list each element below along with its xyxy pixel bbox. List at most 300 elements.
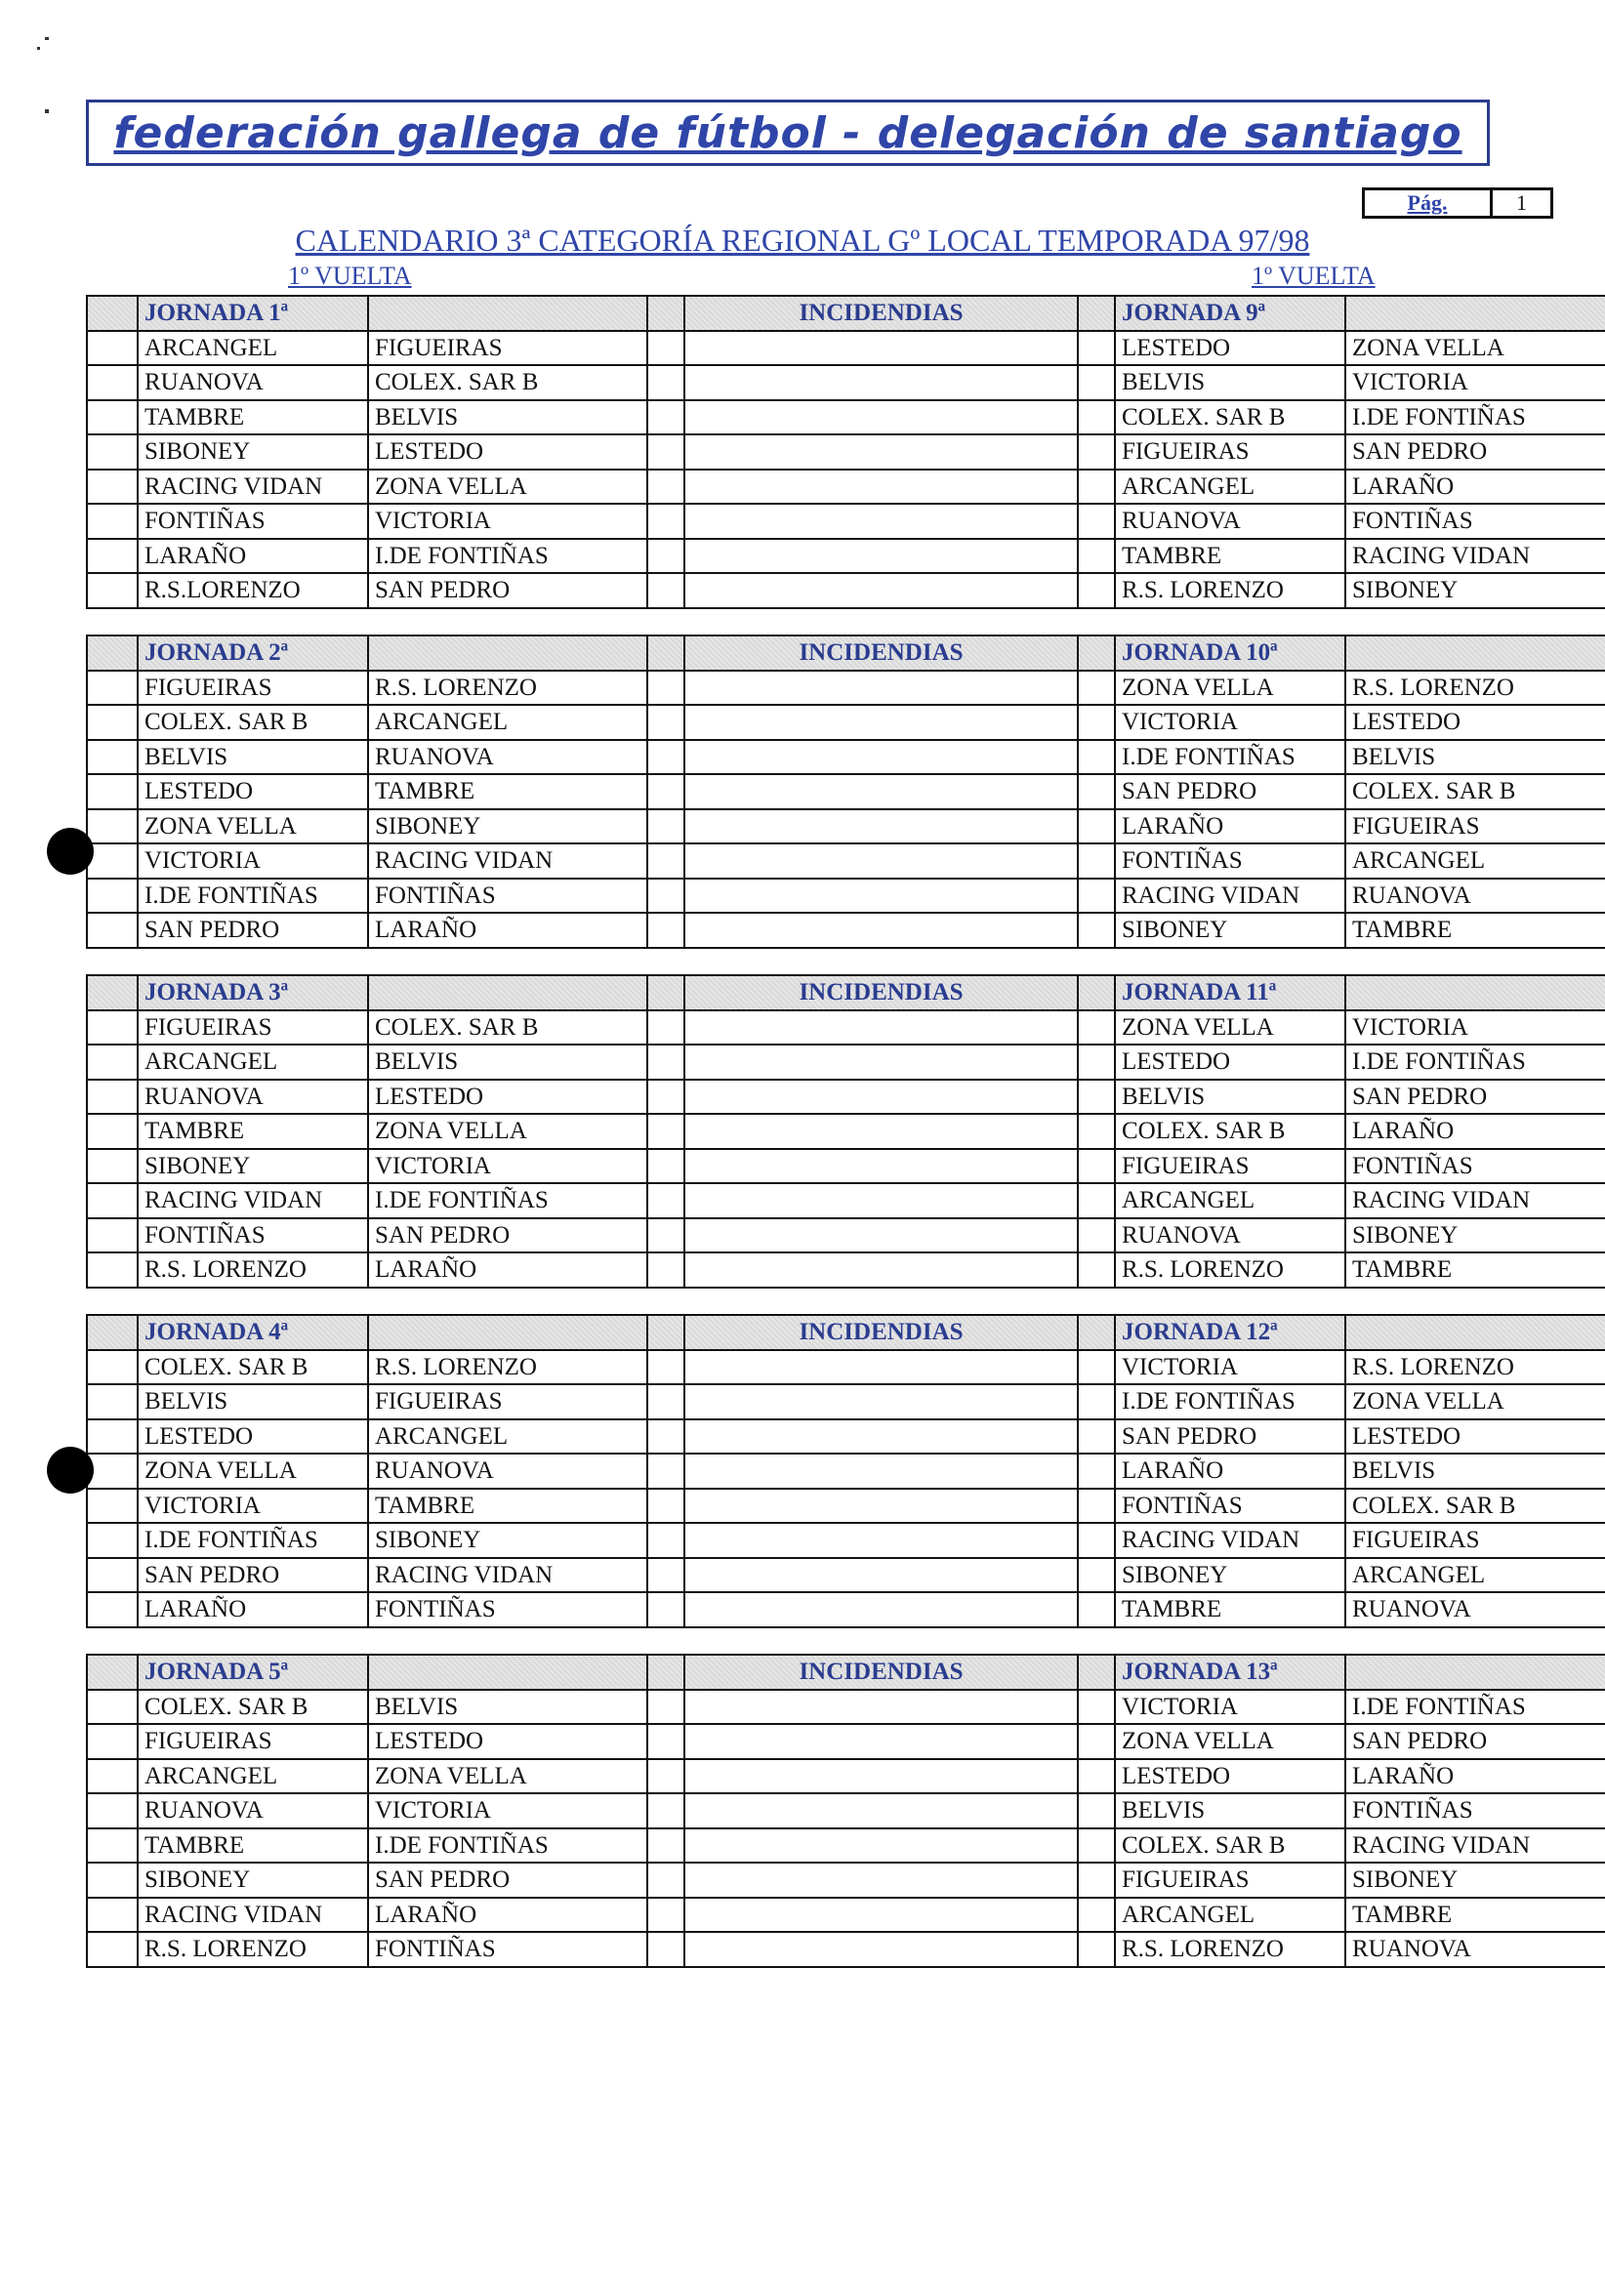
away-team: TAMBRE <box>368 1489 647 1524</box>
blank-cell <box>647 975 684 1010</box>
jornada-left-label: JORNADA 2ª <box>138 636 368 671</box>
home-team: LESTEDO <box>1115 331 1345 366</box>
incidencias-cell <box>684 740 1078 775</box>
result-cell <box>647 1932 684 1967</box>
result-cell <box>87 1010 138 1046</box>
round-table <box>86 635 1605 949</box>
result-cell <box>87 740 138 775</box>
home-team: SAN PEDRO <box>138 913 368 948</box>
away-team: RACING VIDAN <box>1345 539 1605 574</box>
result-cell <box>1078 331 1115 366</box>
away-team: COLEX. SAR B <box>1345 1489 1605 1524</box>
incidencias-cell <box>684 400 1078 435</box>
result-cell <box>1078 1759 1115 1794</box>
result-cell <box>87 1690 138 1725</box>
result-cell <box>1078 504 1115 539</box>
away-team: FIGUEIRAS <box>368 331 647 366</box>
incidencias-cell <box>684 809 1078 844</box>
incidencias-cell <box>684 1724 1078 1759</box>
blank-cell <box>1078 1315 1115 1350</box>
away-team: SIBONEY <box>1345 1218 1605 1253</box>
home-team: COLEX. SAR B <box>1115 400 1345 435</box>
incidencias-cell <box>684 671 1078 706</box>
home-team: LARAÑO <box>138 539 368 574</box>
match-row <box>87 1350 1605 1385</box>
home-team: R.S. LORENZO <box>138 1252 368 1288</box>
home-team: COLEX. SAR B <box>138 705 368 740</box>
incidencias-cell <box>684 1863 1078 1898</box>
match-row <box>87 843 1605 879</box>
home-team: R.S. LORENZO <box>1115 1252 1345 1288</box>
blank-cell <box>87 1655 138 1690</box>
incidencias-cell <box>684 705 1078 740</box>
result-cell <box>87 1252 138 1288</box>
result-cell <box>647 1828 684 1864</box>
result-cell <box>87 1149 138 1184</box>
result-cell <box>647 331 684 366</box>
away-team: SIBONEY <box>1345 573 1605 608</box>
away-team: R.S. LORENZO <box>368 1350 647 1385</box>
incidencias-cell <box>684 1523 1078 1558</box>
incidencias-cell <box>684 573 1078 608</box>
jornada-left-label: JORNADA 3ª <box>138 975 368 1010</box>
vuelta-left-label: 1º VUELTA <box>288 262 412 290</box>
home-team: SIBONEY <box>1115 913 1345 948</box>
result-cell <box>1078 1898 1115 1933</box>
incidencias-cell <box>684 1932 1078 1967</box>
home-team: SAN PEDRO <box>1115 1419 1345 1455</box>
round-header-row <box>87 1315 1605 1350</box>
home-team: SIBONEY <box>138 434 368 470</box>
away-team: I.DE FONTIÑAS <box>1345 1045 1605 1080</box>
incidencias-cell <box>684 1828 1078 1864</box>
result-cell <box>647 671 684 706</box>
home-team: ZONA VELLA <box>138 1454 368 1489</box>
result-cell <box>87 913 138 948</box>
home-team: ARCANGEL <box>138 1045 368 1080</box>
incidencias-cell <box>684 539 1078 574</box>
jornada-right-label: JORNADA 10ª <box>1115 636 1345 671</box>
result-cell <box>87 470 138 505</box>
result-cell <box>647 1218 684 1253</box>
away-team: VICTORIA <box>368 1793 647 1828</box>
blank-cell <box>1078 636 1115 671</box>
away-team: TAMBRE <box>1345 1898 1605 1933</box>
home-team: VICTORIA <box>1115 1690 1345 1725</box>
incidencias-cell <box>684 1045 1078 1080</box>
scan-speck <box>45 109 49 113</box>
result-cell <box>647 879 684 914</box>
away-team: R.S. LORENZO <box>1345 1350 1605 1385</box>
result-cell <box>87 774 138 809</box>
blank-cell <box>1345 636 1605 671</box>
match-row <box>87 331 1605 366</box>
match-row <box>87 879 1605 914</box>
jornada-left-label: JORNADA 1ª <box>138 296 368 331</box>
result-cell <box>647 740 684 775</box>
away-team: RUANOVA <box>1345 879 1605 914</box>
match-row <box>87 1793 1605 1828</box>
home-team: LESTEDO <box>1115 1759 1345 1794</box>
home-team: ZONA VELLA <box>138 809 368 844</box>
match-row <box>87 1114 1605 1149</box>
result-cell <box>1078 1932 1115 1967</box>
result-cell <box>647 1419 684 1455</box>
away-team: LESTEDO <box>1345 705 1605 740</box>
away-team: ZONA VELLA <box>368 1114 647 1149</box>
result-cell <box>647 809 684 844</box>
home-team: FONTIÑAS <box>138 504 368 539</box>
home-team: FIGUEIRAS <box>1115 434 1345 470</box>
result-cell <box>647 573 684 608</box>
home-team: VICTORIA <box>1115 705 1345 740</box>
result-cell <box>87 1350 138 1385</box>
result-cell <box>647 1690 684 1725</box>
result-cell <box>1078 843 1115 879</box>
match-row <box>87 1419 1605 1455</box>
away-team: ARCANGEL <box>368 1419 647 1455</box>
result-cell <box>647 1384 684 1419</box>
match-row <box>87 740 1605 775</box>
match-row <box>87 1080 1605 1115</box>
match-row <box>87 434 1605 470</box>
home-team: ZONA VELLA <box>1115 1724 1345 1759</box>
page-number-box <box>1362 187 1553 219</box>
jornada-right-label: JORNADA 11ª <box>1115 975 1345 1010</box>
away-team: ZONA VELLA <box>1345 331 1605 366</box>
home-team: R.S. LORENZO <box>1115 573 1345 608</box>
away-team: RUANOVA <box>1345 1932 1605 1967</box>
home-team: COLEX. SAR B <box>138 1690 368 1725</box>
home-team: RACING VIDAN <box>138 1898 368 1933</box>
away-team: ZONA VELLA <box>368 1759 647 1794</box>
away-team: I.DE FONTIÑAS <box>368 1183 647 1218</box>
result-cell <box>87 1759 138 1794</box>
away-team: LESTEDO <box>1345 1419 1605 1455</box>
result-cell <box>1078 365 1115 400</box>
result-cell <box>1078 1114 1115 1149</box>
result-cell <box>647 843 684 879</box>
home-team: FONTIÑAS <box>1115 843 1345 879</box>
incidencias-cell <box>684 1114 1078 1149</box>
home-team: I.DE FONTIÑAS <box>138 879 368 914</box>
result-cell <box>1078 434 1115 470</box>
home-team: FIGUEIRAS <box>1115 1149 1345 1184</box>
match-row <box>87 671 1605 706</box>
result-cell <box>1078 1419 1115 1455</box>
result-cell <box>647 1592 684 1627</box>
away-team: R.S. LORENZO <box>1345 671 1605 706</box>
home-team: RUANOVA <box>138 1080 368 1115</box>
blank-cell <box>647 296 684 331</box>
home-team: TAMBRE <box>1115 1592 1345 1627</box>
away-team: TAMBRE <box>1345 913 1605 948</box>
result-cell <box>87 1384 138 1419</box>
result-cell <box>87 1898 138 1933</box>
away-team: ARCANGEL <box>1345 843 1605 879</box>
match-row <box>87 1932 1605 1967</box>
away-team: ARCANGEL <box>368 705 647 740</box>
home-team: TAMBRE <box>1115 539 1345 574</box>
result-cell <box>1078 1183 1115 1218</box>
away-team: ARCANGEL <box>1345 1558 1605 1593</box>
result-cell <box>1078 1384 1115 1419</box>
incidencias-cell <box>684 1384 1078 1419</box>
result-cell <box>647 434 684 470</box>
away-team: FIGUEIRAS <box>1345 809 1605 844</box>
result-cell <box>87 1523 138 1558</box>
away-team: LARAÑO <box>1345 1114 1605 1149</box>
home-team: FONTIÑAS <box>1115 1489 1345 1524</box>
result-cell <box>1078 1690 1115 1725</box>
result-cell <box>1078 1454 1115 1489</box>
home-team: BELVIS <box>1115 1793 1345 1828</box>
result-cell <box>1078 1489 1115 1524</box>
result-cell <box>647 1759 684 1794</box>
blank-cell <box>647 1655 684 1690</box>
vuelta-right-label: 1º VUELTA <box>1252 262 1376 290</box>
away-team: COLEX. SAR B <box>368 1010 647 1046</box>
away-team: LESTEDO <box>368 434 647 470</box>
incidencias-cell <box>684 1592 1078 1627</box>
away-team: SAN PEDRO <box>368 1863 647 1898</box>
incidencias-cell <box>684 1183 1078 1218</box>
result-cell <box>647 400 684 435</box>
jornada-left-label: JORNADA 5ª <box>138 1655 368 1690</box>
jornada-left-label: JORNADA 4ª <box>138 1315 368 1350</box>
result-cell <box>1078 400 1115 435</box>
round-header-row <box>87 636 1605 671</box>
away-team: VICTORIA <box>368 1149 647 1184</box>
match-row <box>87 400 1605 435</box>
result-cell <box>647 1523 684 1558</box>
home-team: BELVIS <box>1115 365 1345 400</box>
away-team: LESTEDO <box>368 1724 647 1759</box>
match-row <box>87 1690 1605 1725</box>
home-team: FIGUEIRAS <box>1115 1863 1345 1898</box>
incidencias-cell <box>684 331 1078 366</box>
incidencias-cell <box>684 879 1078 914</box>
home-team: RACING VIDAN <box>138 470 368 505</box>
result-cell <box>87 1218 138 1253</box>
result-cell <box>1078 809 1115 844</box>
incidencias-label: INCIDENDIAS <box>684 636 1078 671</box>
jornada-right-label: JORNADA 9ª <box>1115 296 1345 331</box>
match-row <box>87 1759 1605 1794</box>
home-team: R.S.LORENZO <box>138 573 368 608</box>
page-number: 1 <box>1490 190 1550 216</box>
home-team: RACING VIDAN <box>138 1183 368 1218</box>
away-team: ZONA VELLA <box>1345 1384 1605 1419</box>
page-title: CALENDARIO 3ª CATEGORÍA REGIONAL Gº LOCAL TEMPORADA 97/98 <box>295 223 1310 258</box>
incidencias-cell <box>684 1759 1078 1794</box>
incidencias-cell <box>684 1080 1078 1115</box>
away-team: I.DE FONTIÑAS <box>368 539 647 574</box>
away-team: FIGUEIRAS <box>1345 1523 1605 1558</box>
home-team: COLEX. SAR B <box>1115 1114 1345 1149</box>
round-table <box>86 295 1605 609</box>
home-team: I.DE FONTIÑAS <box>1115 740 1345 775</box>
away-team: LESTEDO <box>368 1080 647 1115</box>
incidencias-cell <box>684 774 1078 809</box>
match-row <box>87 470 1605 505</box>
result-cell <box>647 1045 684 1080</box>
match-row <box>87 1218 1605 1253</box>
match-row <box>87 1592 1605 1627</box>
result-cell <box>87 331 138 366</box>
home-team: LESTEDO <box>138 774 368 809</box>
result-cell <box>1078 1045 1115 1080</box>
blank-cell <box>1345 1315 1605 1350</box>
match-row <box>87 705 1605 740</box>
away-team: SAN PEDRO <box>1345 1724 1605 1759</box>
home-team: RUANOVA <box>138 365 368 400</box>
result-cell <box>647 1454 684 1489</box>
away-team: R.S. LORENZO <box>368 671 647 706</box>
away-team: COLEX. SAR B <box>368 365 647 400</box>
match-row <box>87 365 1605 400</box>
match-row <box>87 1045 1605 1080</box>
result-cell <box>87 434 138 470</box>
blank-cell <box>87 1315 138 1350</box>
home-team: TAMBRE <box>138 1114 368 1149</box>
away-team: LARAÑO <box>368 1898 647 1933</box>
blank-cell <box>1078 975 1115 1010</box>
result-cell <box>1078 539 1115 574</box>
home-team: ZONA VELLA <box>1115 671 1345 706</box>
incidencias-cell <box>684 1010 1078 1046</box>
result-cell <box>647 504 684 539</box>
incidencias-label: INCIDENDIAS <box>684 975 1078 1010</box>
away-team: FONTIÑAS <box>368 879 647 914</box>
match-row <box>87 1898 1605 1933</box>
home-team: COLEX. SAR B <box>138 1350 368 1385</box>
away-team: COLEX. SAR B <box>1345 774 1605 809</box>
away-team: FONTIÑAS <box>368 1592 647 1627</box>
home-team: RUANOVA <box>1115 504 1345 539</box>
result-cell <box>87 1080 138 1115</box>
away-team: TAMBRE <box>368 774 647 809</box>
jornada-right-label: JORNADA 13ª <box>1115 1655 1345 1690</box>
away-team: SAN PEDRO <box>368 1218 647 1253</box>
result-cell <box>87 843 138 879</box>
blank-cell <box>647 636 684 671</box>
result-cell <box>87 809 138 844</box>
home-team: SIBONEY <box>138 1149 368 1184</box>
away-team: I.DE FONTIÑAS <box>1345 400 1605 435</box>
home-team: BELVIS <box>138 1384 368 1419</box>
away-team: BELVIS <box>368 400 647 435</box>
home-team: ARCANGEL <box>138 1759 368 1794</box>
away-team: FONTIÑAS <box>1345 504 1605 539</box>
home-team: TAMBRE <box>138 400 368 435</box>
home-team: ARCANGEL <box>1115 470 1345 505</box>
result-cell <box>1078 1863 1115 1898</box>
blank-cell <box>368 296 647 331</box>
away-team: VICTORIA <box>368 504 647 539</box>
match-row <box>87 1149 1605 1184</box>
home-team: FIGUEIRAS <box>138 1724 368 1759</box>
away-team: SIBONEY <box>368 1523 647 1558</box>
incidencias-cell <box>684 1898 1078 1933</box>
blank-cell <box>1345 1655 1605 1690</box>
result-cell <box>87 1863 138 1898</box>
match-row <box>87 539 1605 574</box>
result-cell <box>1078 1724 1115 1759</box>
home-team: ARCANGEL <box>138 331 368 366</box>
result-cell <box>87 1419 138 1455</box>
home-team: VICTORIA <box>138 1489 368 1524</box>
home-team: FIGUEIRAS <box>138 1010 368 1046</box>
away-team: LARAÑO <box>1345 470 1605 505</box>
blank-cell <box>87 975 138 1010</box>
jornada-right-label: JORNADA 12ª <box>1115 1315 1345 1350</box>
result-cell <box>647 1724 684 1759</box>
result-cell <box>1078 1828 1115 1864</box>
result-cell <box>87 1793 138 1828</box>
home-team: VICTORIA <box>138 843 368 879</box>
home-team: ZONA VELLA <box>1115 1010 1345 1046</box>
incidencias-cell <box>684 504 1078 539</box>
away-team: I.DE FONTIÑAS <box>368 1828 647 1864</box>
result-cell <box>647 470 684 505</box>
away-team: RACING VIDAN <box>368 1558 647 1593</box>
home-team: SIBONEY <box>138 1863 368 1898</box>
result-cell <box>647 1252 684 1288</box>
result-cell <box>647 1558 684 1593</box>
result-cell <box>1078 913 1115 948</box>
round-table <box>86 1314 1605 1628</box>
away-team: BELVIS <box>1345 740 1605 775</box>
away-team: LARAÑO <box>1345 1759 1605 1794</box>
page-label: Pág. <box>1407 190 1448 215</box>
result-cell <box>87 1828 138 1864</box>
result-cell <box>1078 1149 1115 1184</box>
result-cell <box>1078 1350 1115 1385</box>
away-team: SIBONEY <box>1345 1863 1605 1898</box>
round-header-row <box>87 1655 1605 1690</box>
away-team: FIGUEIRAS <box>368 1384 647 1419</box>
punch-hole <box>47 1447 94 1494</box>
home-team: I.DE FONTIÑAS <box>138 1523 368 1558</box>
result-cell <box>87 1489 138 1524</box>
match-row <box>87 913 1605 948</box>
home-team: FONTIÑAS <box>138 1218 368 1253</box>
result-cell <box>647 1080 684 1115</box>
federation-banner <box>86 100 1490 166</box>
blank-cell <box>87 296 138 331</box>
round-table <box>86 1654 1605 1968</box>
away-team: RUANOVA <box>1345 1592 1605 1627</box>
result-cell <box>87 504 138 539</box>
incidencias-cell <box>684 1350 1078 1385</box>
away-team: RUANOVA <box>368 740 647 775</box>
home-team: VICTORIA <box>1115 1350 1345 1385</box>
home-team: FIGUEIRAS <box>138 671 368 706</box>
scan-speck <box>45 37 49 40</box>
result-cell <box>1078 671 1115 706</box>
result-cell <box>1078 470 1115 505</box>
incidencias-cell <box>684 1489 1078 1524</box>
home-team: LARAÑO <box>1115 809 1345 844</box>
match-row <box>87 1523 1605 1558</box>
blank-cell <box>1345 296 1605 331</box>
away-team: FONTIÑAS <box>1345 1149 1605 1184</box>
match-row <box>87 1863 1605 1898</box>
result-cell <box>647 913 684 948</box>
result-cell <box>87 1454 138 1489</box>
result-cell <box>1078 573 1115 608</box>
